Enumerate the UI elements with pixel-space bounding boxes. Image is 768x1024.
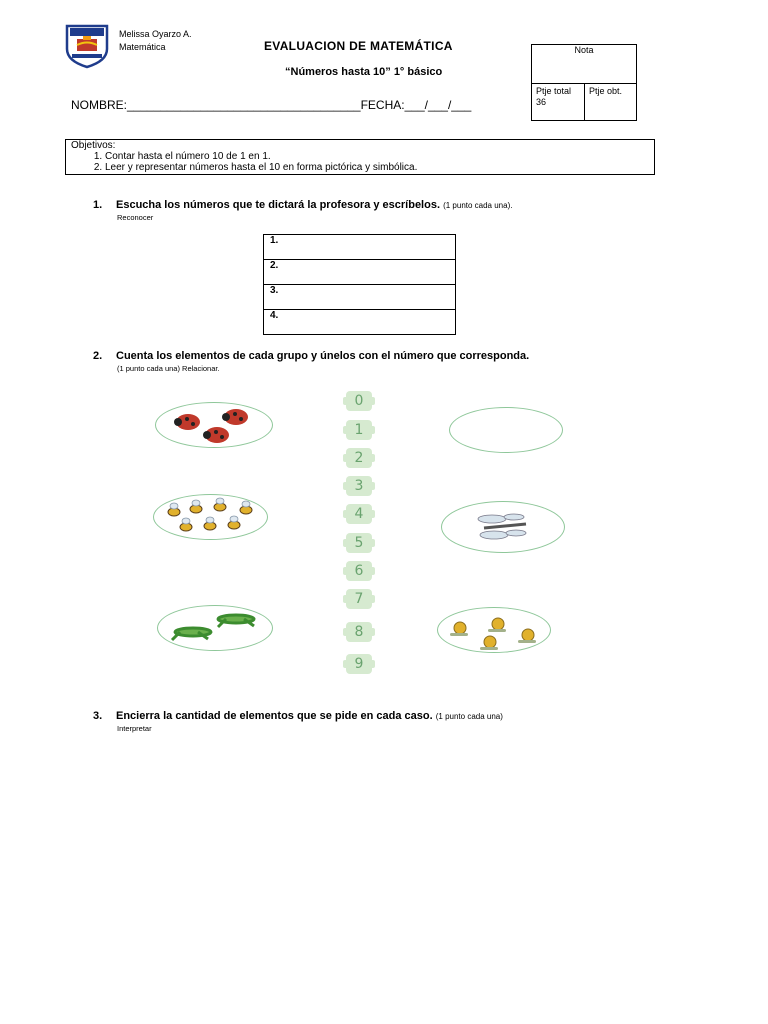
- total-score-label: Ptje total: [536, 86, 572, 96]
- question-text: Cuenta los elementos de cada grupo y únelos con el número que corresponda.: [116, 350, 530, 362]
- number-tile[interactable]: 0: [346, 391, 372, 411]
- subject-name: Matemática: [119, 42, 166, 52]
- author-info: [119, 28, 192, 54]
- question-number: 3.: [93, 710, 103, 722]
- question-skill: Interpretar: [117, 724, 152, 733]
- nota-label: Nota: [574, 45, 594, 55]
- question-2: [93, 350, 529, 362]
- objective-item: 2. Leer y representar números hasta el 10 en forma pictórica y simbólica.: [105, 162, 649, 173]
- ladybug-icon: [156, 403, 274, 449]
- grade-box: [531, 44, 637, 121]
- objectives-list: [71, 151, 649, 173]
- answer-row-label: 4.: [270, 310, 279, 321]
- answer-row-label: 1.: [270, 235, 279, 246]
- empty-group[interactable]: [449, 407, 563, 453]
- question-text: Encierra la cantidad de elementos que se pide en cada caso.: [116, 710, 433, 722]
- question-number: 1.: [93, 199, 103, 211]
- total-score-value: 36: [536, 97, 547, 107]
- number-tile[interactable]: 3: [346, 476, 372, 496]
- grasshopper-icon: [158, 606, 274, 652]
- snail-group[interactable]: [437, 607, 551, 653]
- number-tile[interactable]: 8: [346, 622, 372, 642]
- obtained-score-cell[interactable]: [585, 84, 626, 120]
- question-points: (1 punto cada una).: [443, 201, 513, 210]
- answer-row[interactable]: [264, 285, 455, 310]
- page-title: EVALUACION DE MATEMÁTICA: [264, 39, 453, 53]
- question-1: [93, 199, 512, 211]
- number-tile[interactable]: 5: [346, 533, 372, 553]
- answer-row[interactable]: [264, 310, 455, 335]
- question-skill: Reconocer: [117, 213, 154, 222]
- objectives-label: Objetivos:: [71, 140, 116, 151]
- obtained-score-label: Ptje obt.: [589, 86, 623, 96]
- number-tile[interactable]: 9: [346, 654, 372, 674]
- question-sub: (1 punto cada una) Relacionar.: [117, 364, 220, 373]
- number-tile[interactable]: 1: [346, 420, 372, 440]
- question-points: (1 punto cada una): [435, 712, 503, 721]
- objective-item: 1. Contar hasta el número 10 de 1 en 1.: [105, 151, 649, 162]
- question-text: Escucha los números que te dictará la profesora y escríbelos.: [116, 199, 441, 211]
- author-name: Melissa Oyarzo A.: [119, 29, 192, 39]
- bee-icon: [154, 495, 269, 541]
- question-number: 2.: [93, 350, 103, 362]
- number-tile[interactable]: 7: [346, 589, 372, 609]
- ladybug-group[interactable]: [155, 402, 273, 448]
- name-date-line[interactable]: NOMBRE:___________________________________FECHA:___/___/___: [71, 98, 472, 112]
- number-tile[interactable]: 6: [346, 561, 372, 581]
- question-3: [93, 710, 503, 722]
- number-tile[interactable]: 2: [346, 448, 372, 468]
- answer-row[interactable]: [264, 235, 455, 260]
- page-subtitle: “Números hasta 10” 1° básico: [285, 66, 443, 78]
- answer-row[interactable]: [264, 260, 455, 285]
- bee-group[interactable]: [153, 494, 268, 540]
- dragonfly-group[interactable]: [441, 501, 565, 553]
- dragonfly-icon: [442, 502, 566, 554]
- objectives-box: [65, 139, 655, 175]
- school-crest-icon: [64, 23, 110, 69]
- grasshopper-group[interactable]: [157, 605, 273, 651]
- answer-table: [263, 234, 456, 335]
- number-tile[interactable]: 4: [346, 504, 372, 524]
- answer-row-label: 2.: [270, 260, 279, 271]
- total-score-cell: [532, 84, 585, 120]
- snail-icon: [438, 608, 552, 654]
- answer-row-label: 3.: [270, 285, 279, 296]
